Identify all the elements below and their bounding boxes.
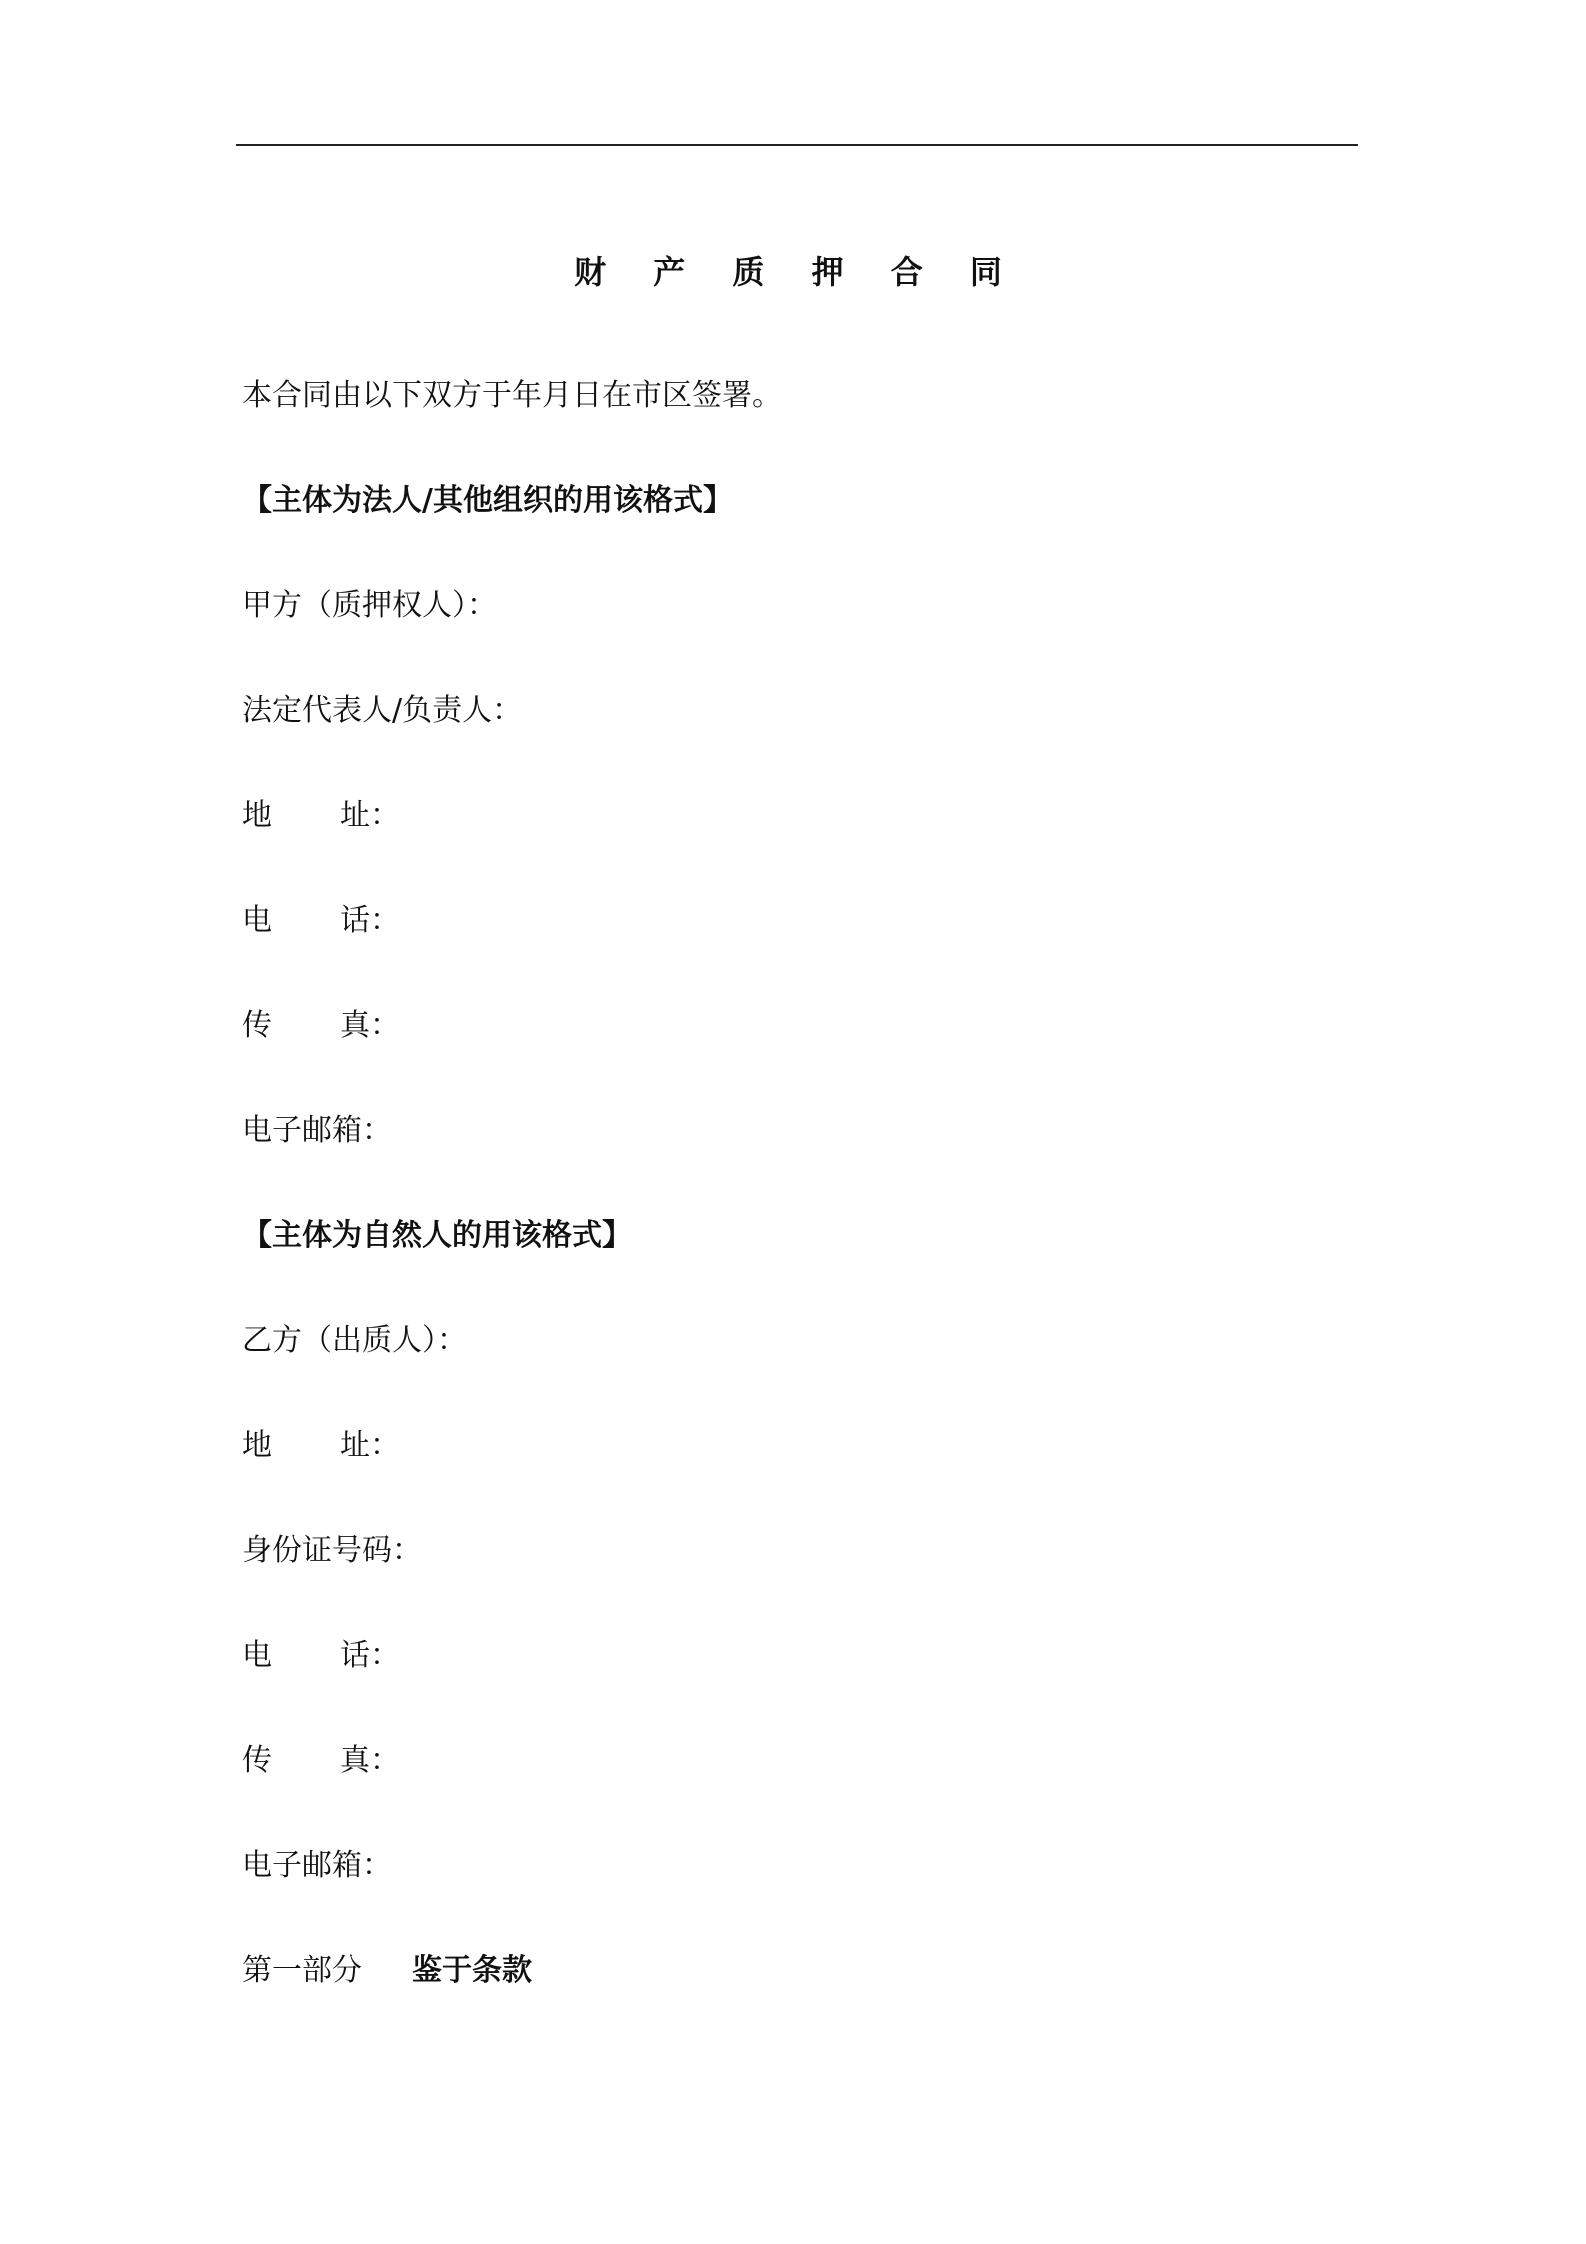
section-heading-legal-entity: 【主体为法人/其他组织的用该格式】 [242,483,733,518]
party-b-address-label [242,1426,400,1466]
party-a-address-char2: 址： [340,798,400,833]
party-b-id-number-label: 身份证号码： [242,1533,422,1568]
party-b-phone-char2: 话： [340,1638,400,1673]
party-b-email-label: 电子邮箱： [242,1848,392,1883]
party-a-email-label: 电子邮箱： [242,1113,392,1148]
party-b-fax-char2: 真： [340,1743,400,1778]
party-b-fax-char1: 传 [242,1743,272,1778]
party-a-address-label [242,796,400,836]
part-one-heading [242,1951,532,1991]
party-a-phone-char1: 电 [242,903,272,938]
party-a-fax-char1: 传 [242,1008,272,1043]
party-a-representative-label: 法定代表人/负责人： [242,693,523,728]
part-one-title: 鉴于条款 [412,1953,532,1988]
header-rule [236,144,1358,146]
party-a-address-char1: 地 [242,798,272,833]
party-b-phone-char1: 电 [242,1638,272,1673]
party-a-fax-label [242,1006,400,1046]
intro-text: 本合同由以下双方于年月日在市区签署。 [242,378,782,413]
party-b-address-char1: 地 [242,1428,272,1463]
section-heading-natural-person: 【主体为自然人的用该格式】 [242,1218,632,1253]
party-b-address-char2: 址： [340,1428,400,1463]
document-title: 财 产 质 押 合 同 [574,253,1020,291]
party-a-phone-char2: 话： [340,903,400,938]
party-a-fax-char2: 真： [340,1008,400,1043]
party-a-phone-label [242,901,400,941]
party-a-label: 甲方（质押权人）： [242,588,497,623]
party-b-phone-label [242,1636,400,1676]
party-b-fax-label [242,1741,400,1781]
part-one-number: 第一部分 [242,1953,362,1988]
party-b-label: 乙方（出质人）： [242,1323,467,1358]
